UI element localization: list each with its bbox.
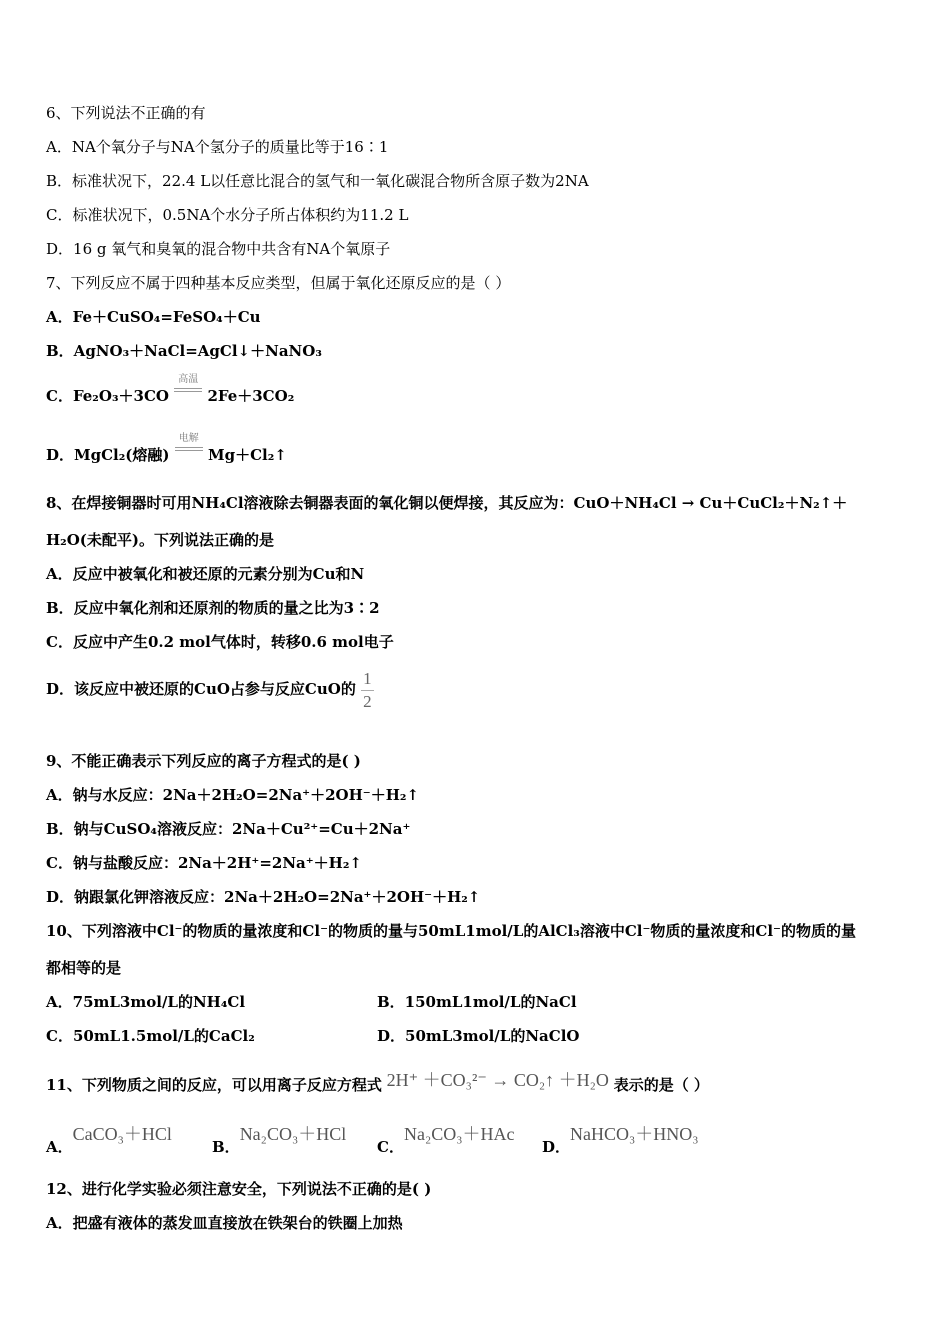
q11-option-a bbox=[46, 1116, 172, 1165]
q12-option-a: A．把盛有液体的蒸发皿直接放在铁架台的铁圈上加热 bbox=[46, 1214, 403, 1232]
q7-d-condition: 电解 bbox=[178, 433, 199, 444]
q11-option-b bbox=[212, 1116, 346, 1165]
q8-stem-line2: H₂O(未配平)。下列说法正确的是 bbox=[46, 531, 275, 549]
q11-b-formula: Na₂CO₃＋HCl bbox=[239, 1124, 347, 1144]
q7-d-equals-bar bbox=[175, 447, 203, 451]
q11-option-c bbox=[377, 1116, 514, 1165]
q9-option-a: A．钠与水反应：2Na＋2H₂O=2Na⁺＋2OH⁻＋H₂↑ bbox=[46, 786, 420, 804]
q7-c-equals-bar bbox=[174, 388, 202, 392]
q11-stem-left: 11、下列物质之间的反应，可以用离子反应方程式 bbox=[46, 1076, 382, 1094]
q10-option-a: A．75mL3mol/L的NH₄Cl bbox=[46, 993, 246, 1011]
q8-option-b: B．反应中氧化剂和还原剂的物质的量之比为3∶2 bbox=[46, 599, 380, 617]
q8-d-denominator: 2 bbox=[363, 691, 372, 711]
q7-c-products: 2Fe＋3CO₂ bbox=[207, 387, 295, 405]
q6-stem: 6、下列说法不正确的有 bbox=[46, 104, 206, 122]
q11-c-formula: Na₂CO₃＋HAc bbox=[403, 1124, 515, 1144]
q9-option-c: C．钠与盐酸反应：2Na＋2H⁺=2Na⁺＋H₂↑ bbox=[46, 854, 362, 872]
q10-stem-line1: 10、下列溶液中Cl⁻的物质的量浓度和Cl⁻的物质的量与50mL1mol/L的AlCl₃溶液中Cl⁻物质的量浓度和Cl⁻的物质的量 bbox=[46, 922, 856, 940]
q11-c-label: C． bbox=[377, 1138, 404, 1156]
q8-d-fraction bbox=[361, 668, 374, 713]
q8-stem-line1: 8、在焊接铜器时可用NH₄Cl溶液除去铜器表面的氧化铜以便焊接，其反应为：CuO＋NH₄Cl → Cu＋CuCl₂＋N₂↑＋ bbox=[46, 494, 848, 512]
q9-stem: 9、不能正确表示下列反应的离子方程式的是( ) bbox=[46, 752, 361, 770]
q7-d-condition-arrow bbox=[175, 433, 203, 473]
q8-option-d bbox=[46, 666, 374, 713]
q7-stem: 7、下列反应不属于四种基本反应类型，但属于氧化还原反应的是（ ） bbox=[46, 274, 511, 292]
q7-option-d bbox=[46, 433, 287, 473]
q9-option-d: D．钠跟氯化钾溶液反应：2Na＋2H₂O=2Na⁺＋2OH⁻＋H₂↑ bbox=[46, 888, 481, 906]
q8-option-c: C．反应中产生0.2 mol气体时，转移0.6 mol电子 bbox=[46, 633, 394, 651]
q10-option-c: C．50mL1.5mol/L的CaCl₂ bbox=[46, 1027, 255, 1045]
q11-a-formula: CaCO₃＋HCl bbox=[72, 1124, 172, 1144]
q6-option-a: A．NA个氧分子与NA个氢分子的质量比等于16∶1 bbox=[46, 138, 389, 156]
q10-stem-line2: 都相等的是 bbox=[46, 959, 122, 977]
q10-option-d: D．50mL3mol/L的NaClO bbox=[377, 1027, 580, 1045]
q7-d-products: Mg＋Cl₂↑ bbox=[207, 446, 287, 464]
q10-option-b: B．150mL1mol/L的NaCl bbox=[377, 993, 577, 1011]
q6-option-c: C．标准状况下，0.5NA个水分子所占体积约为11.2 L bbox=[46, 206, 409, 224]
q11-stem bbox=[46, 1060, 709, 1105]
q11-a-label: A． bbox=[46, 1138, 73, 1156]
q9-option-b: B．钠与CuSO₄溶液反应：2Na＋Cu²⁺=Cu＋2Na⁺ bbox=[46, 820, 411, 838]
q8-d-text: D．该反应中被还原的CuO占参与反应CuO的 bbox=[46, 680, 356, 698]
q12-stem: 12、进行化学实验必须注意安全，下列说法不正确的是( ) bbox=[46, 1180, 432, 1198]
q7-option-b: B．AgNO₃＋NaCl=AgCl↓＋NaNO₃ bbox=[46, 342, 322, 360]
q8-option-a: A．反应中被氧化和被还原的元素分别为Cu和N bbox=[46, 565, 365, 583]
q11-stem-right: 表示的是（ ） bbox=[613, 1076, 709, 1094]
q11-option-d bbox=[542, 1116, 699, 1165]
q11-d-label: D． bbox=[542, 1138, 571, 1156]
q6-option-b: B．标准状况下，22.4 L以任意比混合的氢气和一氧化碳混合物所含原子数为2NA bbox=[46, 172, 589, 190]
q7-c-condition: 高温 bbox=[178, 374, 199, 385]
q11-b-label: B． bbox=[212, 1138, 240, 1156]
q7-c-condition-arrow bbox=[174, 374, 202, 414]
q7-option-c bbox=[46, 374, 295, 414]
q8-d-numerator: 1 bbox=[361, 668, 374, 691]
q6-option-d: D．16 g 氧气和臭氧的混合物中共含有NA个氧原子 bbox=[46, 240, 391, 258]
q11-ionic-equation: 2H⁺ ＋CO₃²⁻ → CO₂↑ ＋H₂O bbox=[386, 1070, 609, 1090]
q7-c-reactants: C．Fe₂O₃＋3CO bbox=[46, 387, 169, 405]
q7-option-a: A．Fe＋CuSO₄=FeSO₄＋Cu bbox=[46, 308, 261, 326]
q11-d-formula: NaHCO₃＋HNO₃ bbox=[570, 1124, 699, 1144]
q7-d-reactants: D．MgCl₂(熔融) bbox=[46, 446, 170, 464]
